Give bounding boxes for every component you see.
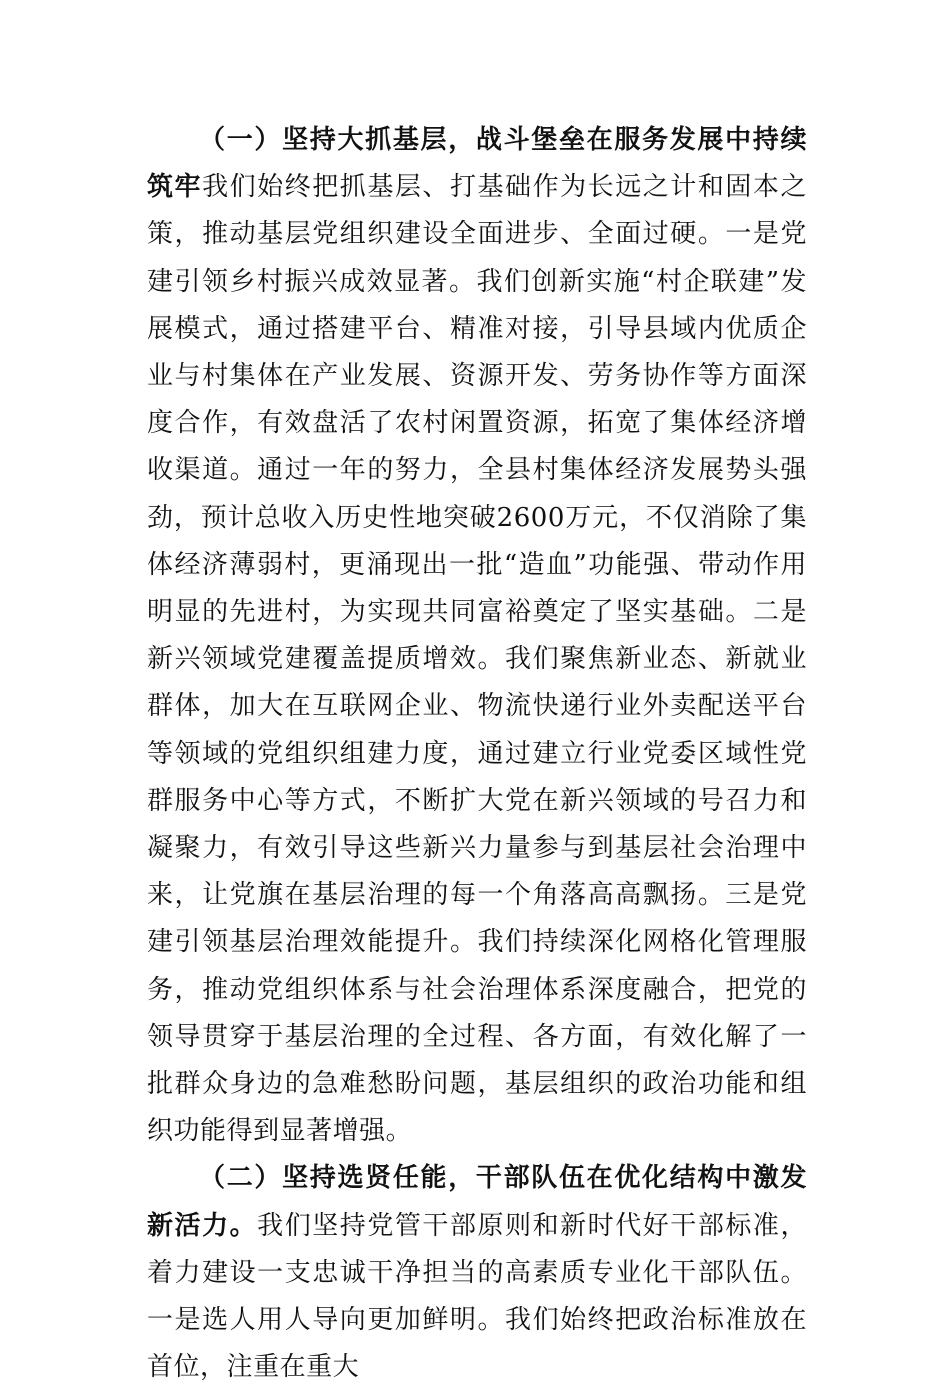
document-body xyxy=(147,117,807,1391)
section-1-heading: （一）坚持大抓基层，战斗堡垒在服务发展中持续筑牢 xyxy=(147,125,807,203)
section-1-body: 我们始终把抓基层、打基础作为长远之计和固本之策，推动基层党组织建设全面进步、全面过硬。一是党建引领乡村振兴成效显著。我们创新实施“村企联建”发展模式，通过搭建平台、精准对接，引导县域内优质企业与村集体在产业发展、资源开发、劳务协作等方面深度合作，有效盘活了农村闲置资源，拓宽了集体经济增收渠道。通过一年的努力，全县村集体经济发展势头强劲，预计总收入历史性地突破2600万元，不仅消除了集体经济薄弱村，更涌现出一批“造血”功能强、带动作用明显的先进村，为实现共同富裕奠定了坚实基础。二是新兴领域党建覆盖提质增效。我们聚焦新业态、新就业群体，加大在互联网企业、物流快递行业外卖配送平台等领域的党组织组建力度，通过建立行业党委区域性党群服务中心等方式，不断扩大党在新兴领域的号召力和凝聚力，有效引导这些新兴力量参与到基层社会治理中来，让党旗在基层治理的每一个角落高高飘扬。三是党建引领基层治理效能提升。我们持续深化网格化管理服务，推动党组织体系与社会治理体系深度融合，把党的领导贯穿于基层治理的全过程、各方面，有效化解了一批群众身边的急难愁盼问题，基层组织的政治功能和组织功能得到显著增强。 xyxy=(147,172,807,1147)
paragraph-section-2 xyxy=(147,1155,807,1391)
paragraph-section-1 xyxy=(147,117,807,1155)
section-2-body: 我们坚持党管干部原则和新时代好干部标准，着力建设一支忠诚干净担当的高素质专业化干部队伍。一是选人用人导向更加鲜明。我们始终把政治标准放在首位，注重在重大 xyxy=(147,1210,807,1383)
section-2-heading: （二）坚持选贤任能，干部队伍在优化结构中激发新活力。 xyxy=(147,1163,807,1241)
